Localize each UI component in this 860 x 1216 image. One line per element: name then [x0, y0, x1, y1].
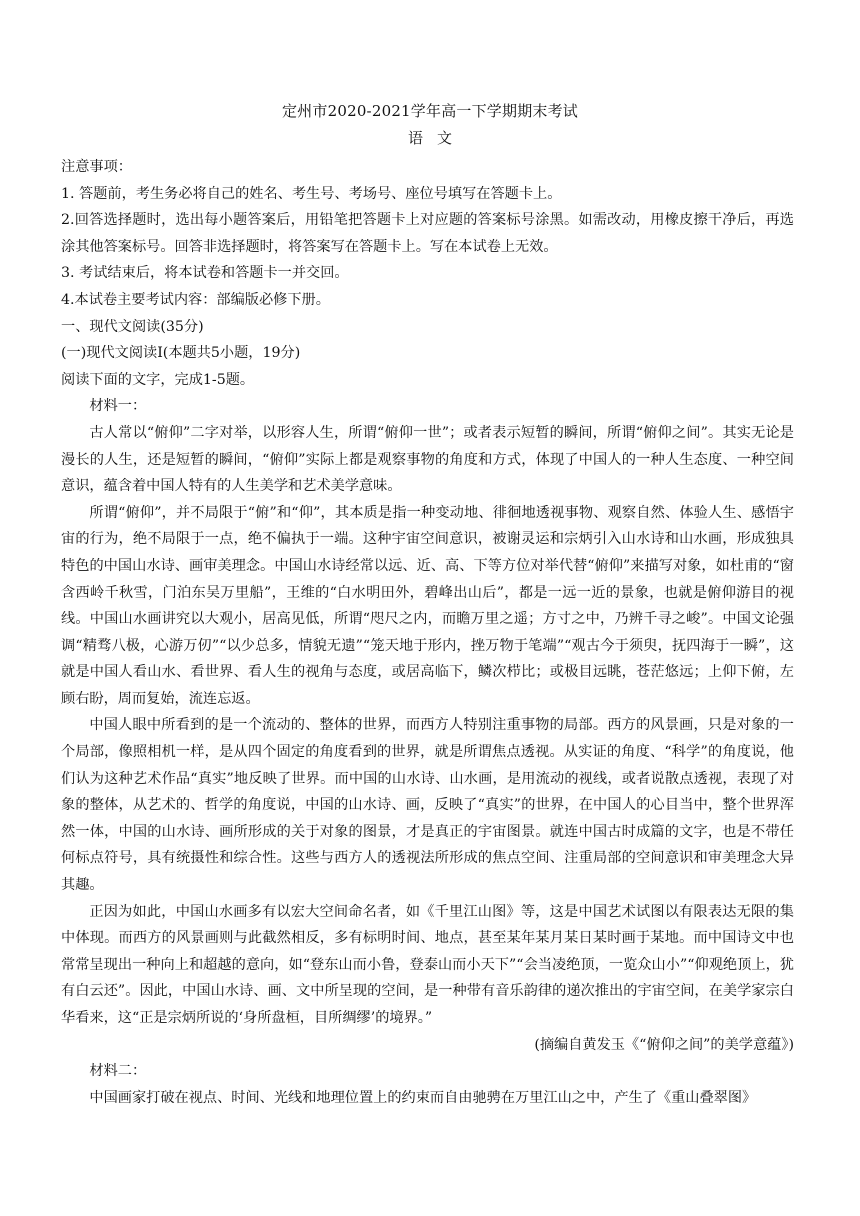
notice-item: 1. 答题前，考生务必将自己的姓名、考生号、考场号、座位号填写在答题卡上。 [61, 185, 562, 202]
notice-item: 2.回答选择题时，选出每小题答案后，用铅笔把答题卡上对应题的答案标号涂黑。如需改动，用橡皮擦干净后，再选涂其他答案标号。回答非选择题时，将答案写在答题卡上。写在本试卷上无效。 [61, 212, 794, 255]
material-label: 材料一： [89, 398, 147, 415]
section-heading: 一、现代文阅读(35分) [61, 318, 204, 335]
notice-item: 4.本试卷主要考试内容：部编版必修下册。 [61, 291, 330, 308]
material-paragraph: 中国画家打破在视点、时间、光线和地理位置上的约束而自由驰骋在万里江山之中，产生了《重山叠翠图》 [89, 1089, 757, 1106]
notice-item: 3. 考试结束后，将本试卷和答题卡一并交回。 [61, 265, 349, 282]
exam-title: 定州市2020-2021学年高一下学期期末考试 [281, 102, 579, 120]
material-source: (摘编自黄发玉《“俯仰之间”的美学意蕴》) [534, 1036, 794, 1053]
material-paragraph: 古人常以“俯仰”二字对举，以形容人生，所谓“俯仰一世”；或者表示短暂的瞬间，所谓“俯仰之间”。其实无论是漫长的人生，还是短暂的瞬间，“俯仰”实际上都是观察事物的角度和方式，体现了中国人的一种人生态度、一种空间意识，蕴含着中国人特有的人生美学和艺术美学意味。 [61, 424, 794, 495]
material-label: 材料二： [89, 1063, 147, 1080]
notice-heading: 注意事项： [61, 159, 132, 175]
material-paragraph: 中国人眼中所看到的是一个流动的、整体的世界，而西方人特别注重事物的局部。西方的风景画，只是对象的一个局部，像照相机一样，是从四个固定的角度看到的世界，就是所谓焦点透视。从实证的角度、“科学”的角度说，他们认为这种艺术作品“真实”地反映了世界。而中国的山水诗、山水画，是用流动的视线，或者说散点透视，表现了对象的整体，从艺术的、哲学的角度说，中国的山水诗、画，反映了“真实”的世界，在中国人的心目当中，整个世界浑然一体，中国的山水诗、画所形成的关于对象的图景，才是真正的宇宙图景。就连中国古时成篇的文字，也是不带任何标点符号，具有统摄性和综合性。这些与西方人的透视法所形成的焦点空间、注重局部的空间意识和审美理念大异其趣。 [61, 717, 794, 894]
material-paragraph: 正因为如此，中国山水画多有以宏大空间命名者，如《千里江山图》等，这是中国艺术试图以有限表达无限的集中体现。而西方的风景画则与此截然相反，多有标明时间、地点，甚至某年某月某日某时画于某地。而中国诗文中也常常呈现出一种向上和超越的意向，如“登东山而小鲁，登泰山而小天下”“会当凌绝顶，一览众山小”“仰观绝顶上，犹有白云还”。因此，中国山水诗、画、文中所呈现的空间，是一种带有音乐韵律的递次推出的宇宙空间，在美学家宗白华看来，这“正是宗炳所说的‘身所盘桓，目所绸缪’的境界。” [61, 903, 794, 1026]
section-subheading: (一)现代文阅读Ⅰ(本题共5小题，19分) [61, 345, 301, 362]
exam-content [61, 154, 794, 1111]
exam-subject: 语文 [407, 129, 466, 147]
material-paragraph: 所谓“俯仰”，并不局限于“俯”和“仰”，其本质是指一种变动地、徘徊地透视事物、观察自然、体验人生、感悟宇宙的行为，绝不局限于一点，绝不偏执于一端。这种宇宙空间意识，被谢灵运和宗炳引入山水诗和山水画，形成独具特色的中国山水诗、画审美理念。中国山水诗经常以远、近、高、下等方位对举代替“俯仰”来描写对象，如杜甫的“窗含西岭千秋雪，门泊东吴万里船”，王维的“白水明田外，碧峰出山后”，都是一远一近的景象，也就是俯仰游目的视线。中国山水画讲究以大观小，居高见低，所谓“咫尺之内，而瞻万里之遥；方寸之中，乃辨千寻之峻”。中国文论强调“精骛八极，心游万仞”“以少总多，情貌无遗”“笼天地于形内，挫万物于笔端”“观古今于须臾，抚四海于一瞬”，这就是中国人看山水、看世界、看人生的视角与态度，或居高临下，鳞次栉比；或极目远眺，苍茫悠远；上仰下俯，左顾右盼，周而复始，流连忘返。 [61, 504, 794, 707]
section-instruction: 阅读下面的文字，完成1-5题。 [61, 371, 255, 388]
